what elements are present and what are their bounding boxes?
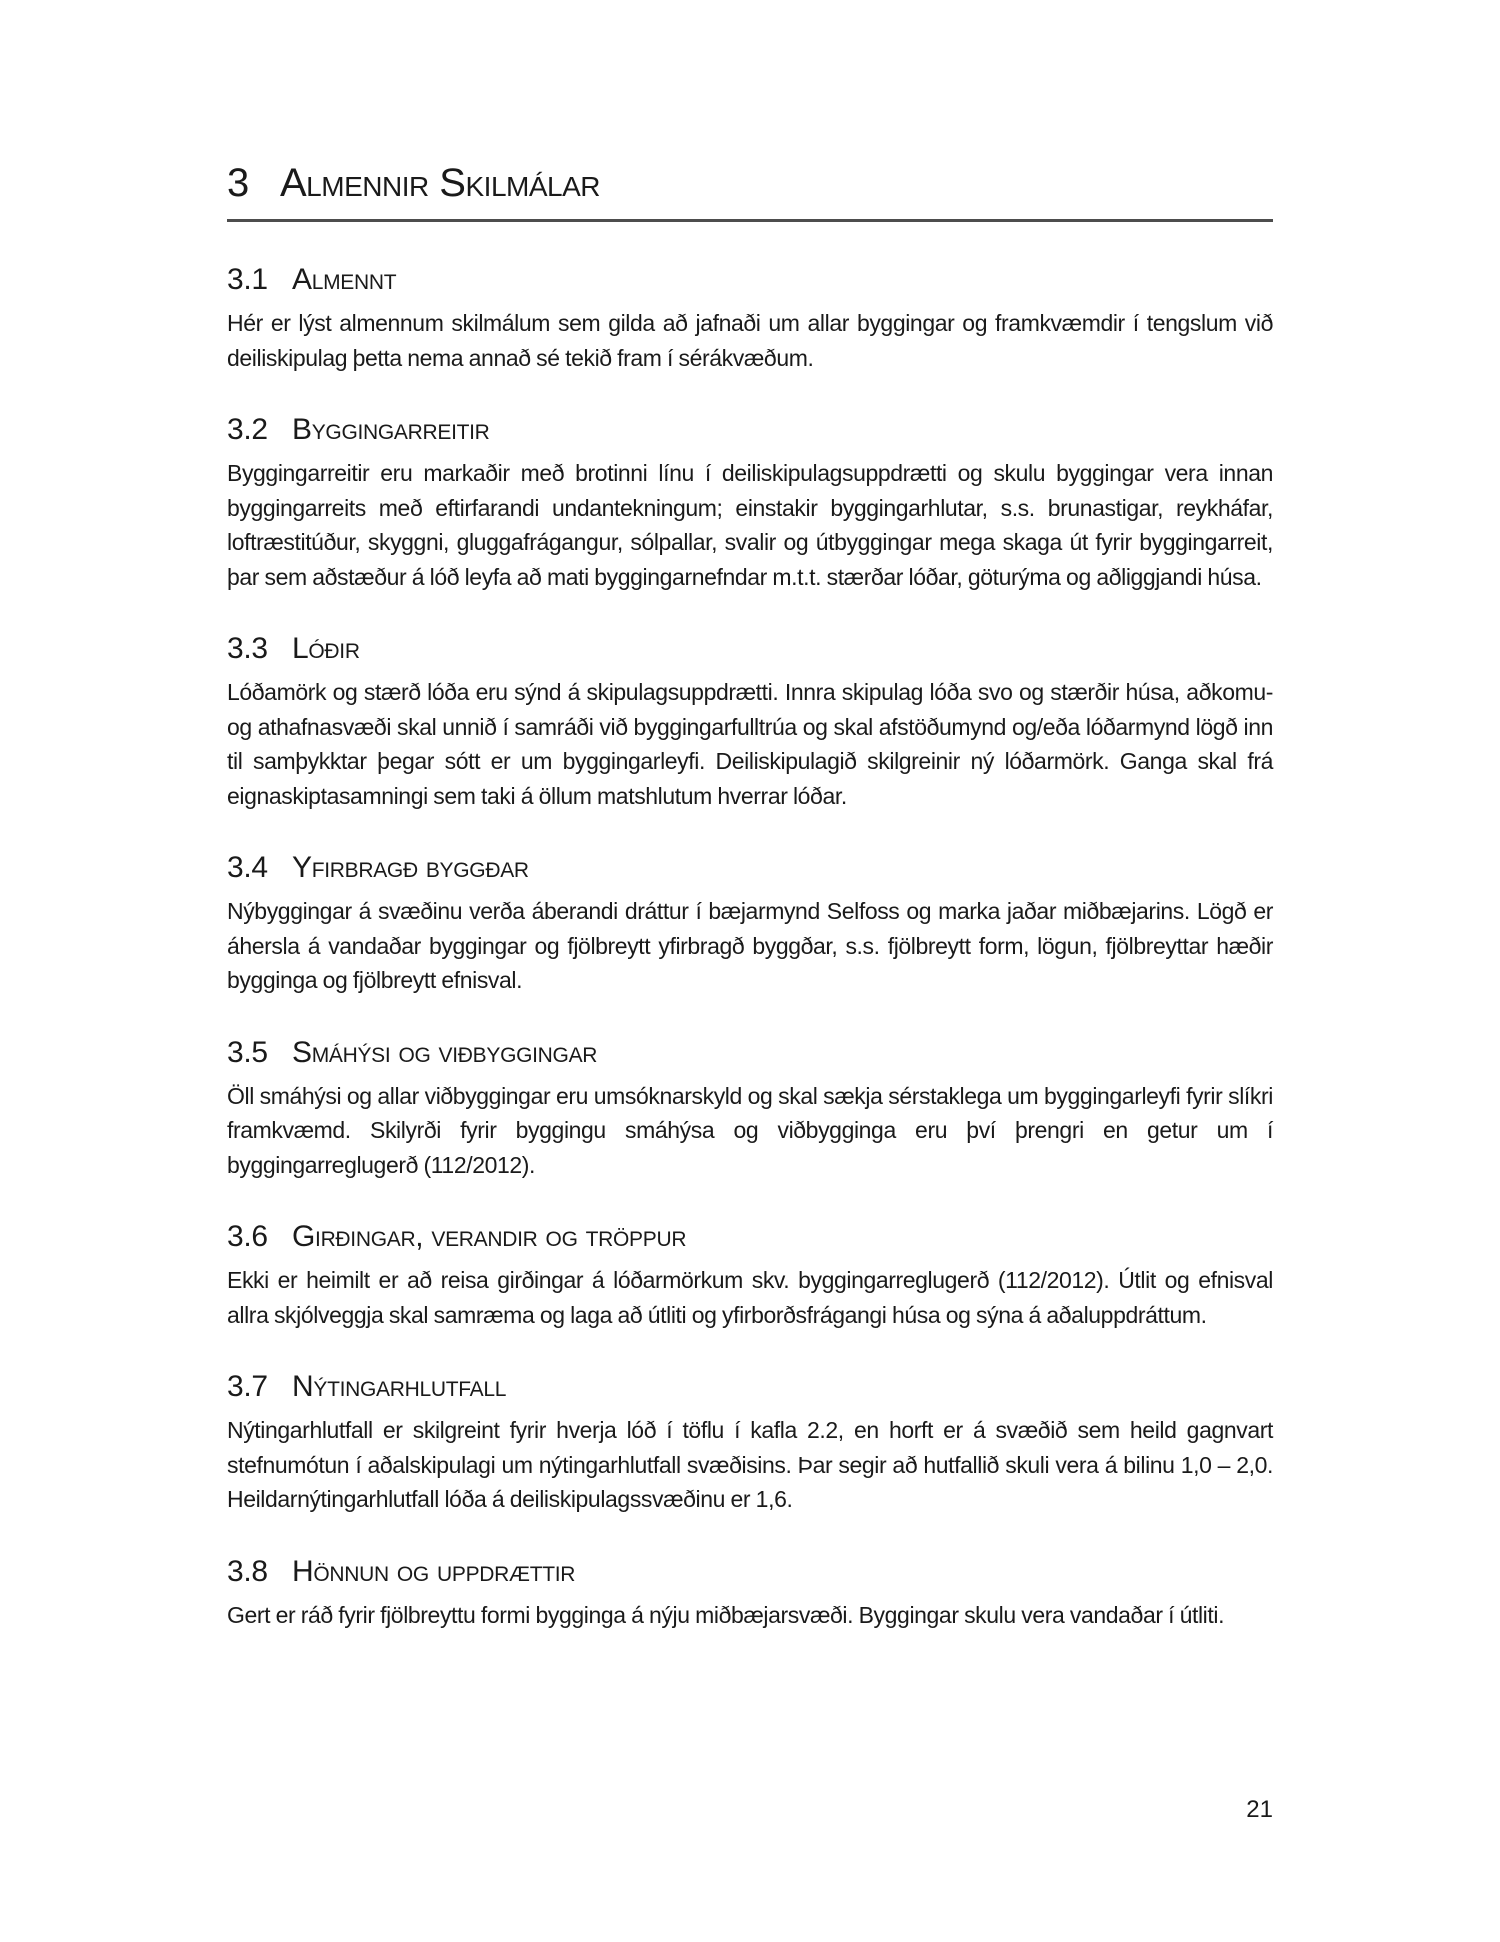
section-body: Öll smáhýsi og allar viðbyggingar eru umsóknarskyld og skal sækja sérstaklega um byggingarleyfi fyrir slíkri framkvæmd. Skilyrði fyrir byggingu smáhýsa og viðbygginga eru því þrengri en getur um í byggingarreglugerð (112/2012). — [227, 1082, 1273, 1178]
section-heading-label: Byggingarreitir — [292, 413, 490, 446]
section-heading — [227, 1554, 1273, 1590]
section-heading — [227, 262, 1273, 298]
section-body: Lóðamörk og stærð lóða eru sýnd á skipulagsuppdrætti. Innra skipulag lóða svo og stærðir húsa, aðkomu- og athafnasvæði skal unnið í samráði við byggingarfulltrúa og skal afstöðumynd og/eða lóðarmynd lögð inn til samþykktar þegar sótt er um byggingarleyfi. Deiliskipulagið skilgreinir ný lóðarmörk. Ganga skal frá eignaskiptasamningi sem taki á öllum matshlutum hverrar lóðar. — [227, 679, 1273, 809]
section-3-2 — [227, 412, 1273, 594]
section-number: 3.3 — [227, 632, 268, 665]
chapter-title: Almennir Skilmálar — [280, 161, 600, 205]
section-3-4 — [227, 850, 1273, 998]
section-heading-label: Nýtingarhlutfall — [292, 1370, 507, 1403]
section-body: Nýtingarhlutfall er skilgreint fyrir hverja lóð í töflu í kafla 2.2, en horft er á svæðið sem heild gagnvart stefnumótun í aðalskipulagi um nýtingarhlutfall svæðisins. Þar segir að hutfallið skuli vera á bilinu 1,0 – 2,0. Heildarnýtingarhlutfall lóða á deiliskipulagssvæðinu er 1,6. — [227, 1417, 1273, 1512]
section-heading — [227, 1369, 1273, 1405]
section-number: 3.2 — [227, 413, 268, 446]
section-number: 3.5 — [227, 1035, 268, 1069]
section-body: Gert er ráð fyrir fjölbreyttu formi bygginga á nýju miðbæjarsvæði. Byggingar skulu vera vandaðar í útliti. — [227, 1601, 1225, 1628]
page-number: 21 — [1246, 1796, 1273, 1823]
section-heading-label: Almennt — [292, 263, 397, 296]
section-heading — [227, 631, 1273, 667]
section-3-1 — [227, 262, 1273, 375]
section-heading-label: Yfirbragð byggðar — [292, 851, 529, 884]
section-heading — [227, 1035, 1273, 1071]
section-3-3 — [227, 631, 1273, 813]
section-heading — [227, 412, 1273, 448]
section-number: 3.4 — [227, 851, 268, 884]
chapter-number: 3 — [227, 161, 249, 205]
section-body: Nýbyggingar á svæðinu verða áberandi dráttur í bæjarmynd Selfoss og marka jaðar miðbæjarins. Lögð er áhersla á vandaðar byggingar og fjölbreytt yfirbragð byggðar, s.s. fjölbreytt form, lögun, fjölbreyttar hæðir bygginga og fjölbreytt efnisval. — [227, 898, 1273, 993]
section-body: Byggingarreitir eru markaðir með brotinni línu í deiliskipulagsuppdrætti og skulu byggingar vera innan byggingarreits með eftirfarandi undantekningum; einstakir byggingarhlutar, s.s. brunastigar, reykháfar, loftræstitúður, skyggni, gluggafrágangur, sólpallar, svalir og útbyggingar mega skaga út fyrir byggingarreit, þar sem aðstæður á lóð leyfa að mati byggingarnefndar m.t.t. stærðar lóðar, göturýma og aðliggjandi húsa. — [227, 460, 1273, 590]
section-number: 3.1 — [227, 263, 268, 296]
section-heading-label: Lóðir — [292, 632, 360, 665]
section-3-6 — [227, 1219, 1273, 1332]
chapter-heading — [227, 159, 1273, 222]
section-body: Ekki er heimilt er að reisa girðingar á lóðarmörkum skv. byggingarreglugerð (112/2012). Útlit og efnisval allra skjólveggja skal samræma og laga að útliti og yfirborðsfrágangi húsa og sýna á aðaluppdráttum. — [227, 1267, 1273, 1328]
section-heading — [227, 850, 1273, 886]
section-number: 3.8 — [227, 1554, 268, 1588]
section-heading — [227, 1219, 1273, 1255]
section-heading-label: Girðingar, verandir og tröppur — [292, 1220, 687, 1253]
section-heading-label: Smáhýsi og viðbyggingar — [292, 1035, 598, 1069]
section-3-7 — [227, 1369, 1273, 1517]
section-number: 3.6 — [227, 1220, 268, 1253]
section-3-8 — [227, 1554, 1273, 1633]
section-3-5 — [227, 1035, 1273, 1183]
section-body: Hér er lýst almennum skilmálum sem gilda að jafnaði um allar byggingar og framkvæmdir í tengslum við deiliskipulag þetta nema annað sé tekið fram í sérákvæðum. — [227, 310, 1273, 371]
section-heading-label: Hönnun og uppdrættir — [292, 1554, 576, 1588]
section-number: 3.7 — [227, 1370, 268, 1403]
